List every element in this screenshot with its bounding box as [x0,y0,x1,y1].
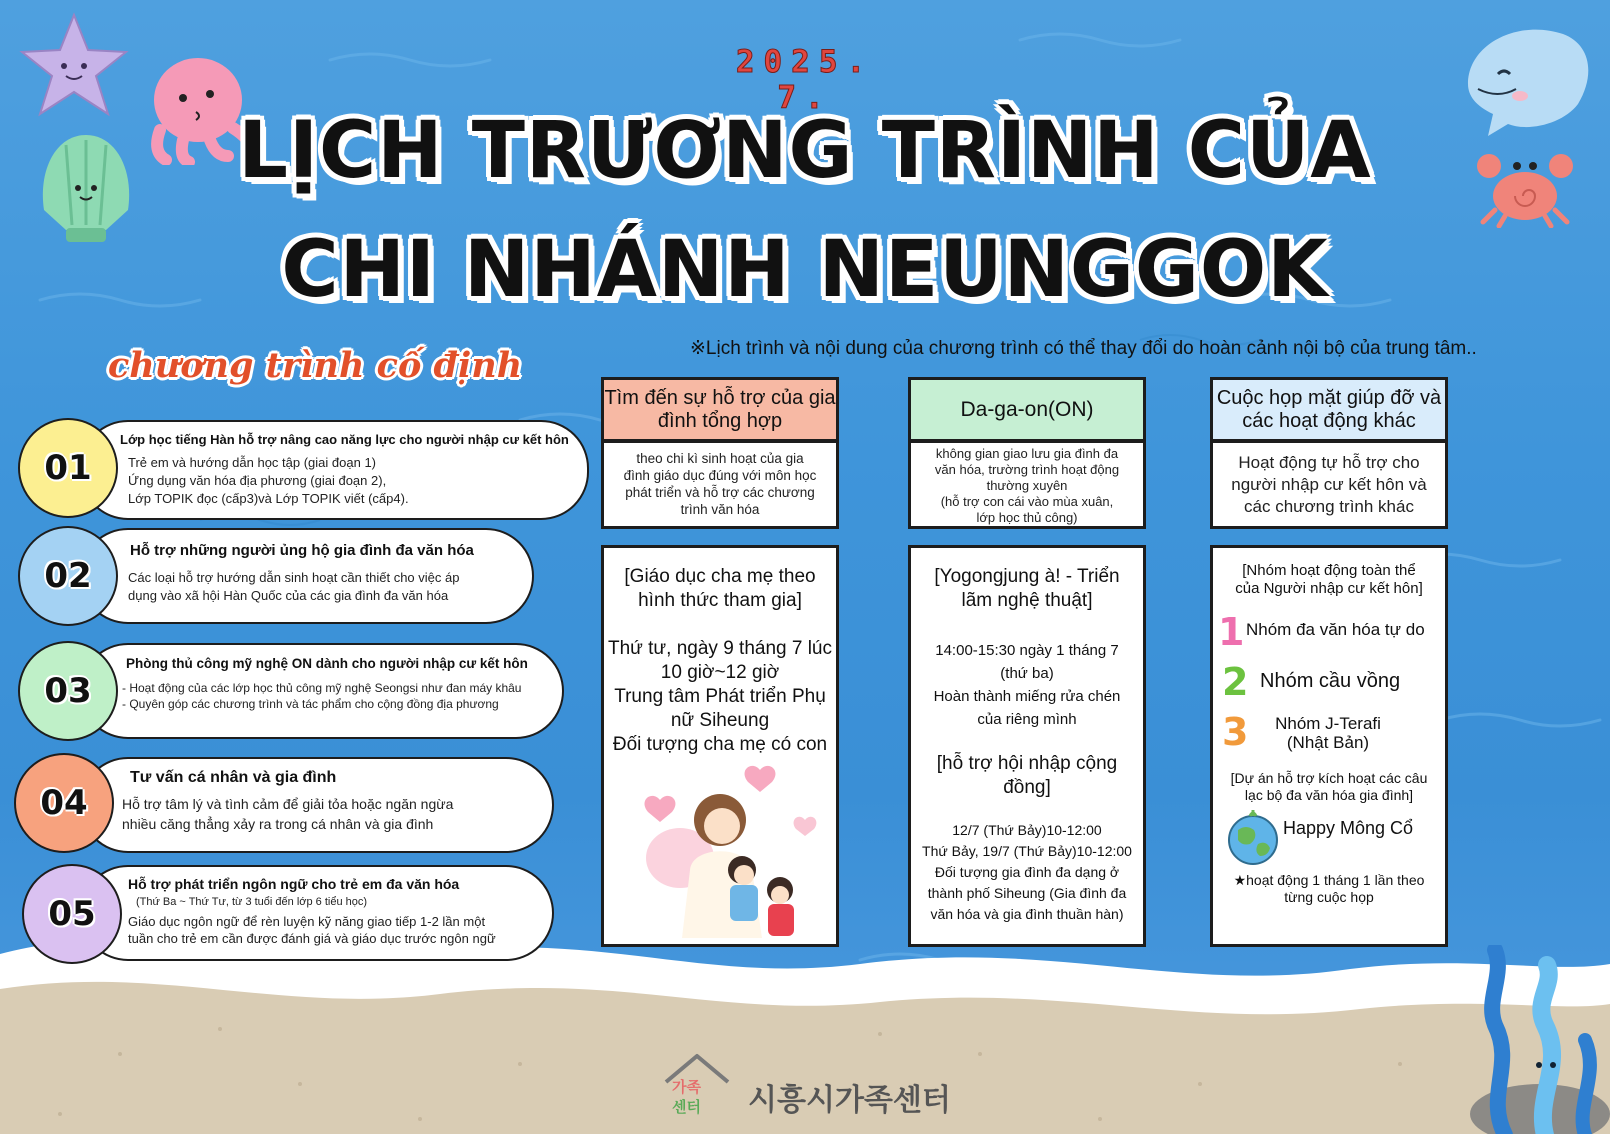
schedule-notice: ※Lịch trình và nội dung của chương trình có thể thay đổi do hoàn cảnh nội bộ của trung tâm.. [690,338,1477,359]
logo-mark-bottom: 센터 [672,1098,701,1116]
project-item: Happy Mông Cổ [1283,818,1414,838]
column-header: Tìm đến sự hỗ trợ của gia đình tổng hợp [601,377,839,442]
event-details: 12/7 (Thứ Bảy)10-12:00 Thứ Bảy, 19/7 (Thứ Bảy)10-12:00 Đối tượng gia đình đa dạng ở thành phố Siheung (Gia đình đa văn hóa và gia đình thuần hàn) [922,822,1132,922]
project-section-title: [Dự án hỗ trợ kích hoạt các câu lạc bộ đa văn hóa gia đình] [1230,770,1428,803]
dolphin-icon [1458,14,1598,139]
column-desc: Hoạt động tự hỗ trợ cho người nhập cư kết hôn và các chương trình khác [1231,453,1427,516]
event-title: [Yogongjung à! - Triển lãm nghệ thuật] [934,566,1120,611]
group-number: 1 [1218,610,1245,654]
event-details: 14:00-15:30 ngày 1 tháng 7 (thứ ba) Hoàn thành miếng rửa chén của riêng mình [933,642,1121,728]
column-header: Da-ga-on(ON) [908,377,1146,442]
starfish-icon [14,10,134,120]
column-header: Cuộc họp mặt giúp đỡ và các hoạt động khác [1210,377,1448,442]
program-number-badge: 02 [18,526,118,626]
program-description: Hỗ trợ tâm lý và tình cảm để giải tỏa hoặc ngăn ngừa nhiều căng thẳng xảy ra trong cá nhân và gia đình [122,796,454,832]
column-desc: không gian giao lưu gia đình đa văn hóa, trường trình hoạt động thường xuyên (hỗ trợ con cái vào mùa xuân, lớp học thủ công) [934,446,1120,525]
event-title: [hỗ trợ hội nhập cộng đồng] [936,753,1118,798]
program-title: Phòng thủ công mỹ nghệ ON dành cho người nhập cư kết hôn [126,656,528,671]
program-title: Tư vấn cá nhân và gia đình [130,769,337,786]
program-description: - Hoạt động của các lớp học thủ công mỹ nghệ Seongsi như đan máy khâu - Quyên góp các chương trình và tác phẩm cho cộng đồng địa phương [122,681,522,711]
fixed-programs-heading: chương trình cố định [108,345,523,386]
program-number-badge: 01 [18,418,118,518]
center-logo-text: 시흥시가족센터 [748,1083,951,1118]
program-title: Lớp học tiếng Hàn hỗ trợ nâng cao năng lực cho người nhập cư kết hôn [120,432,569,447]
page-title-line1: LỊCH TRƯƠNG TRÌNH CỦA [238,106,1372,196]
event-title: [Giáo dục cha mẹ theo hình thức tham gia] [624,566,816,611]
program-title: Hỗ trợ những người ủng hộ gia đình đa văn hóa [130,542,474,559]
globe-icon [1226,808,1280,866]
logo-mark-top: 가족 [672,1078,701,1096]
group-label: Nhóm cầu vồng [1260,670,1401,692]
program-number-badge: 04 [14,753,114,853]
group-section-title: [Nhóm hoạt động toàn thể của Người nhập cư kết hôn] [1235,562,1423,597]
page-title-line2: CHI NHÁNH NEUNGGOK [281,225,1329,315]
program-number-badge: 03 [18,641,118,741]
shell-icon [36,130,136,245]
meeting-footnote: ★hoạt động 1 tháng 1 lần theo từng cuộc họp [1233,872,1425,905]
program-description: Trẻ em và hướng dẫn học tập (giai đoạn 1) Ứng dụng văn hóa địa phương (giai đoạn 2), Lớp TOPIK đọc (cấp3)và Lớp TOPIK viết (cấp4). [128,455,409,506]
program-description: Các loại hỗ trợ hướng dẫn sinh hoạt cần thiết cho việc áp dụng vào xã hội Hàn Quốc của các gia đình đa văn hóa [128,570,460,603]
program-title: Hỗ trợ phát triển ngôn ngữ cho trẻ em đa văn hóa [128,876,460,892]
group-number: 3 [1222,710,1249,754]
group-number: 2 [1222,660,1249,704]
column-desc: theo chi kì sinh hoạt của gia đình giáo dục đúng với môn học phát triển và hỗ trợ các chương trình văn hóa [623,451,817,517]
crab-icon [1475,148,1575,228]
program-description: Giáo dục ngôn ngữ để rèn luyện kỹ năng giao tiếp 1-2 lần một tuần cho trẻ em cần được đánh giá và giáo dục trước ngôn ngữ [128,914,496,946]
group-label: Nhóm J-Terafi (Nhật Bản) [1275,714,1381,752]
program-subtitle: (Thứ Ba ~ Thứ Tư, từ 3 tuổi đến lớp 6 tiểu học) [136,896,368,908]
group-label: Nhóm đa văn hóa tự do [1246,620,1425,639]
family-illustration [630,760,830,942]
date-label: 2025. 7. [735,44,875,116]
program-number-badge: 05 [22,864,122,964]
seaweed-icon [1475,945,1610,1134]
event-details: Thứ tư, ngày 9 tháng 7 lúc 10 giờ~12 giờ Trung tâm Phát triển Phụ nữ Siheung Đối tượng cha mẹ có con [607,638,832,755]
